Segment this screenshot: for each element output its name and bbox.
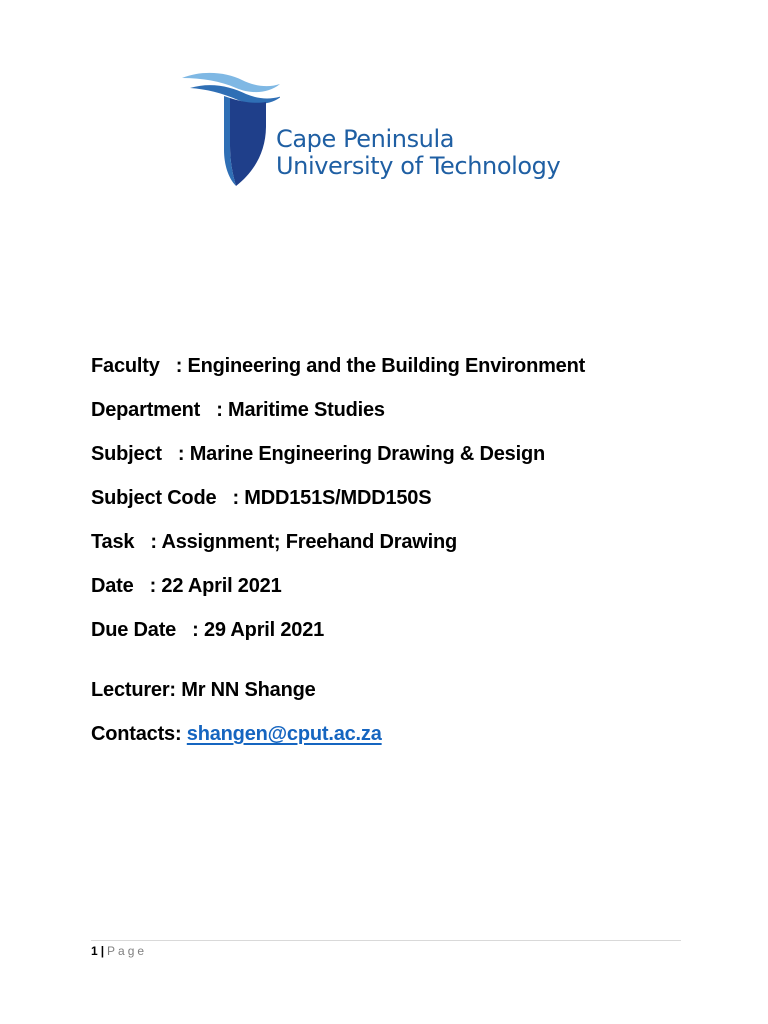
page-label: Page — [107, 944, 148, 958]
logo-wordmark — [276, 126, 560, 180]
cput-logo — [180, 68, 560, 198]
task-line: Task : Assignment; Freehand Drawing — [91, 531, 457, 553]
page-footer — [91, 940, 681, 959]
page-number: 1 — [91, 944, 98, 958]
footer-separator: | — [100, 944, 105, 958]
contact-email-link[interactable]: shangen@cput.ac.za — [186, 723, 382, 745]
assignment-details — [91, 352, 711, 764]
due-date-line: Due Date : 29 April 2021 — [91, 619, 325, 641]
subject-code-line: Subject Code : MDD151S/MDD150S — [91, 487, 432, 509]
date-line: Date : 22 April 2021 — [91, 575, 282, 597]
cput-logo-mark-icon — [180, 68, 280, 188]
contacts-line — [91, 720, 711, 748]
department-line: Department : Maritime Studies — [91, 399, 385, 421]
logo-line-1: Cape Peninsula — [276, 125, 455, 153]
contacts-label: Contacts: — [91, 723, 187, 745]
logo-line-2: University of Technology — [276, 152, 561, 180]
faculty-line: Faculty : Engineering and the Building Environment — [91, 355, 586, 377]
lecturer-line: Lecturer: Mr NN Shange — [91, 679, 316, 701]
subject-line: Subject : Marine Engineering Drawing & Design — [91, 443, 545, 465]
